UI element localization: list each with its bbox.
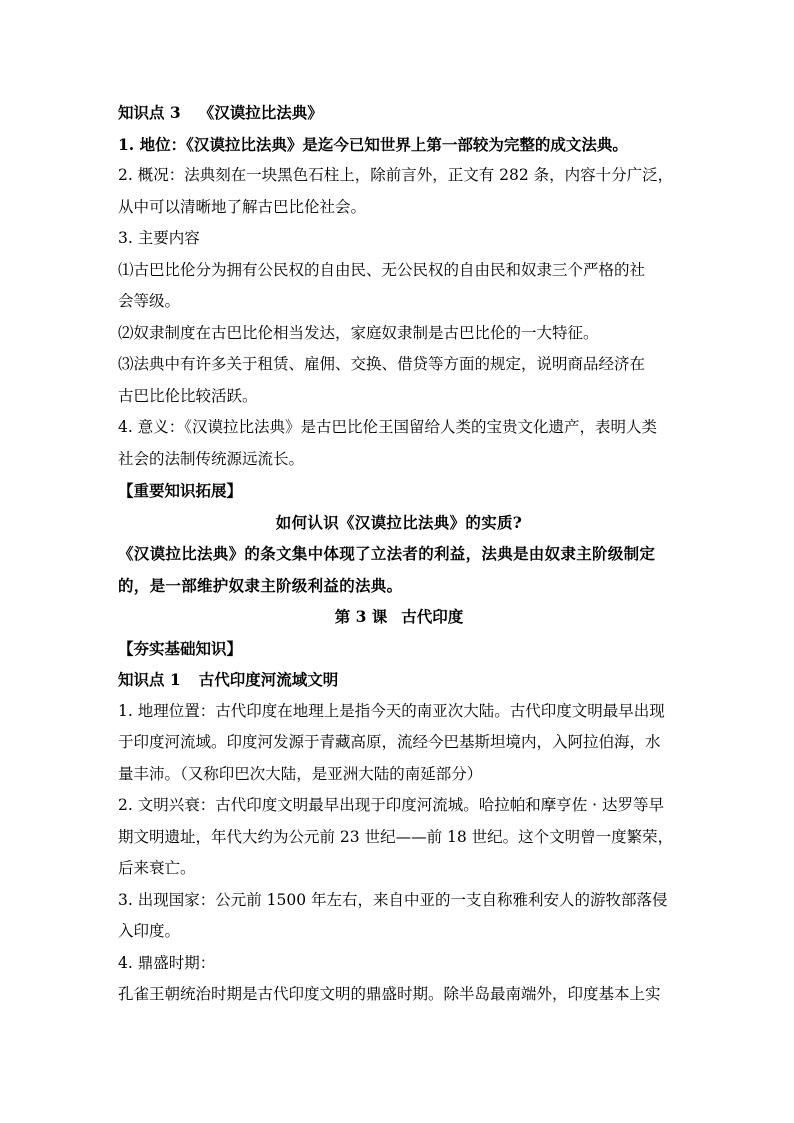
content-item-1-line-2: 会等级。	[118, 292, 181, 310]
geography-line-2: 于印度河流域。印度河发源于青藏高原，流经今巴基斯坦境内，入阿拉伯海，水	[118, 733, 661, 751]
content-item-1-line-1: ⑴古巴比伦分为拥有公民权的自由民、无公民权的自由民和奴隶三个严格的社	[118, 260, 646, 279]
status-paragraph: 1. 地位：《汉谟拉比法典》是迄今已知世界上第一部较为完整的成文法典。	[118, 134, 628, 154]
significance-line-1: 4. 意义：《汉谟拉比法典》是古巴比伦王国留给人类的宝贵文化遗产，表明人类	[118, 418, 657, 436]
geography-line-3: 量丰沛。（又称印巴次大陆，是亚洲大陆的南延部分）	[118, 764, 483, 783]
kp3-title: 《汉谟拉比法典》	[198, 103, 323, 122]
civilization-line-2: 期文明遗址，年代大约为公元前 23 世纪——前 18 世纪。这个文明曾一度繁荣，	[118, 827, 674, 846]
knowledge-point-1-heading	[118, 664, 680, 696]
civilization-line-1: 2. 文明兴衰：古代印度文明最早出现于印度河流城。哈拉帕和摩亨佐 · 达罗等早	[118, 796, 664, 814]
extension-answer-line-2: 的，是一部维护奴隶主阶级利益的法典。	[118, 575, 403, 595]
peak-period-body: 孔雀王朝统治时期是古代印度文明的鼎盛时期。除半岛最南端外，印度基本上实	[118, 985, 661, 1003]
overview-line-1: 2. 概况：法典刻在一块黑色石柱上，除前言外，正文有 282 条，内容十分广泛，	[118, 166, 674, 184]
kp3-label: 知识点 3	[118, 103, 181, 122]
overview-line-2: 从中可以清晰地了解古巴比伦社会。	[118, 197, 367, 216]
knowledge-point-3-heading	[118, 97, 680, 129]
content-item-3-line-2: 古巴比伦比较活跃。	[118, 386, 258, 405]
extension-heading: 【重要知识拓展】	[118, 481, 243, 500]
content-item-3-line-1: ⑶法典中有许多关于租赁、雇佣、交换、借贷等方面的规定，说明商品经济在	[118, 355, 646, 373]
document-page	[118, 97, 680, 1011]
kp1-title: 古代印度河流域文明	[198, 670, 339, 689]
lesson-name: 古代印度	[401, 607, 464, 626]
extension-question: 如何认识《汉谟拉比法典》的实质?	[275, 512, 523, 532]
kp1-label: 知识点 1	[118, 670, 181, 689]
basic-knowledge-heading: 【夯实基础知识】	[118, 638, 243, 658]
geography-line-1: 1. 地理位置：古代印度在地理上是指今天的南亚次大陆。古代印度文明最早出现	[118, 701, 665, 720]
content-item-2: ⑵奴隶制度在古巴比伦相当发达，家庭奴隶制是古巴比伦的一大特征。	[118, 323, 599, 342]
lesson-title	[118, 601, 680, 633]
extension-answer-line-1: 《汉谟拉比法典》的条文集中体现了立法者的利益，法典是由奴隶主阶级制定	[118, 544, 656, 563]
main-content-heading: 3. 主要内容	[118, 229, 200, 247]
peak-period-heading: 4. 鼎盛时期：	[118, 953, 216, 972]
state-line-2: 入印度。	[118, 922, 181, 940]
state-line-1: 3. 出现国家：公元前 1500 年左右，来自中亚的一支自称雅利安人的游牧部落侵	[118, 890, 668, 909]
civilization-line-3: 后来衰亡。	[118, 859, 196, 877]
lesson-label: 第 3 课	[334, 607, 388, 626]
significance-line-2: 社会的法制传统源远流长。	[118, 449, 305, 468]
